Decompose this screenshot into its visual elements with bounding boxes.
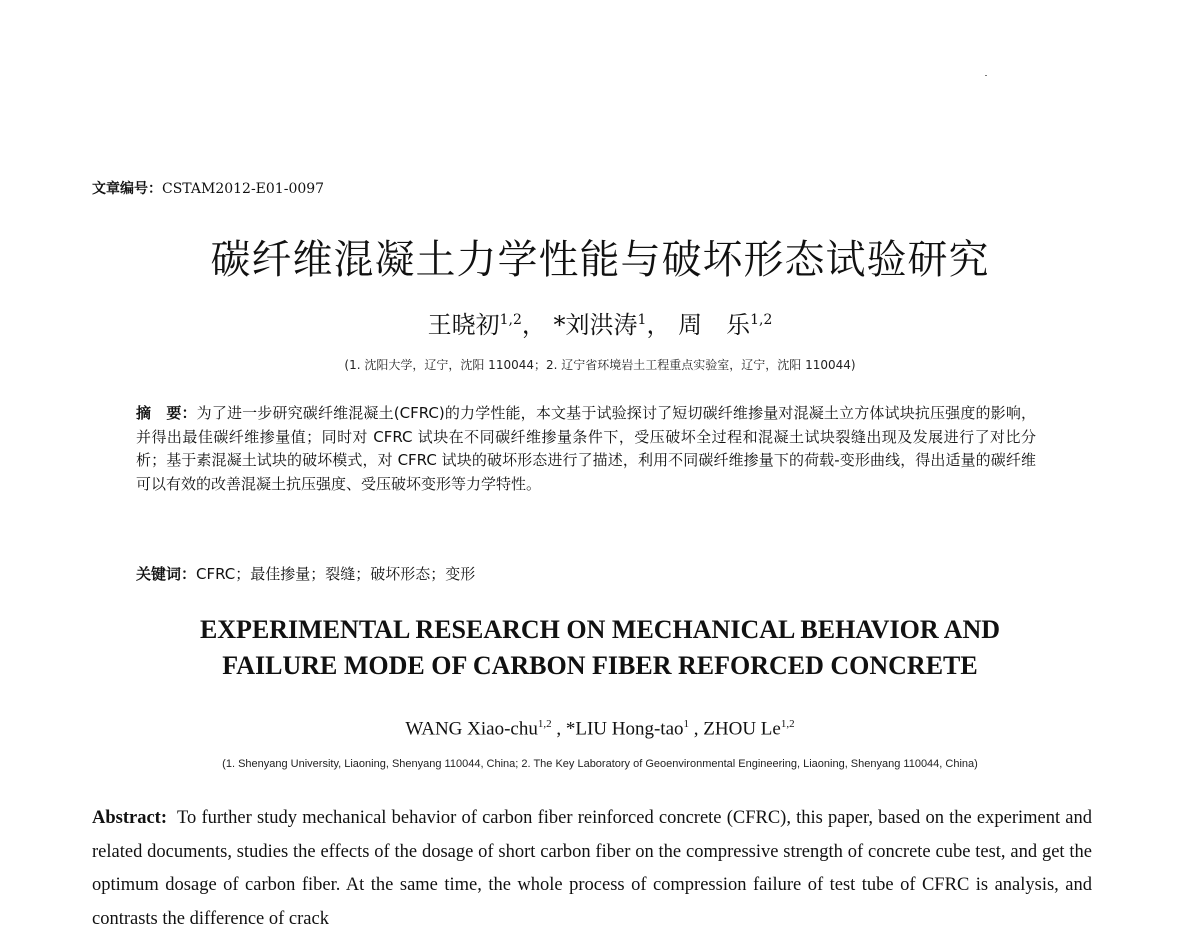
cn-author-name: 王晓初 <box>427 311 500 339</box>
english-abstract-label: Abstract: <box>92 808 168 828</box>
chinese-abstract-text: 为了进一步研究碳纤维混凝土(CFRC)的力学性能，本文基于试验探讨了短切碳纤维掺量对混凝土立方体试块抗压强度的影响，并得出最佳碳纤维掺量值；同时对 CFRC 试块在不同碳纤维掺量条件下，受压破坏全过程和混凝土试块裂缝出现及发展进行了对比分析；基于素混凝土试块的破坏模式，对 CFRC 试块的破坏形态进行了描述，利用不同碳纤维掺量下的荷载-变形曲线，得出适量的碳纤维可以有效的改善混凝土抗压强度、受压破坏变形等力学特性。 <box>136 404 1036 493</box>
english-title-line-1: EXPERIMENTAL RESEARCH ON MECHANICAL BEHAVIOR AND <box>199 615 1001 644</box>
chinese-abstract-label: 摘 要： <box>136 404 197 422</box>
en-author-name: *LIU Hong-tao <box>565 718 684 740</box>
chinese-authors <box>0 305 1200 340</box>
english-abstract-text: To further study mechanical behavior of carbon fiber reinforced concrete (CFRC), this paper, based on the experiment and related documents, studies the effects of the dosage of short carbon fiber on the compressive strength of concrete cube test, and get the optimum dosage of carbon fiber. At the same time, the whole process of compression failure of test tube of CFRC is analysis, and contrasts the difference of crack <box>92 808 1092 929</box>
en-author-name: ZHOU Le <box>703 718 781 740</box>
cn-author-affil-marker: 1 <box>637 312 647 328</box>
english-affiliation: (1. Shenyang University, Liaoning, Shenyang 110044, China; 2. The Key Laboratory of Geoenvironmental Engineering, Liaoning, Shenyang 110044, China) <box>222 758 978 770</box>
en-author-affil-marker: 1,2 <box>537 718 552 730</box>
en-author-separator: , <box>689 718 704 740</box>
english-authors <box>0 718 1200 740</box>
en-author-name: WANG Xiao-chu <box>405 718 538 740</box>
chinese-abstract <box>136 402 1036 496</box>
chinese-keywords <box>136 563 1036 584</box>
chinese-title: 碳纤维混凝土力学性能与破坏形态试验研究 <box>210 237 990 283</box>
chinese-keywords-label: 关键词： <box>136 565 197 583</box>
chinese-keywords-text: CFRC；最佳掺量；裂缝；破坏形态；变形 <box>196 565 476 583</box>
article-id-value: CSTAM2012-E01-0097 <box>162 181 325 197</box>
cn-author-affil-marker: 1,2 <box>499 312 522 328</box>
english-title <box>0 612 1200 684</box>
english-abstract <box>92 802 1092 936</box>
en-author-separator: , <box>551 718 566 740</box>
cn-author-separator: ， <box>646 311 671 339</box>
en-author-affil-marker: 1 <box>683 718 690 730</box>
cn-author-affil-marker: 1,2 <box>750 312 773 328</box>
cn-author-name: 周 乐 <box>678 311 751 339</box>
chinese-affiliation: (1. 沈阳大学，辽宁，沈阳 110044；2. 辽宁省环境岩土工程重点实验室，辽宁，沈阳 110044) <box>344 358 856 372</box>
english-title-line-2: FAILURE MODE OF CARBON FIBER REFORCED CONCRETE <box>222 651 978 680</box>
en-author-affil-marker: 1,2 <box>780 718 795 730</box>
article-id <box>92 178 324 198</box>
article-id-label: 文章编号： <box>92 181 162 197</box>
cn-author-name: *刘洪涛 <box>553 311 638 339</box>
scan-speck <box>985 75 987 76</box>
cn-author-separator: ， <box>521 311 546 339</box>
